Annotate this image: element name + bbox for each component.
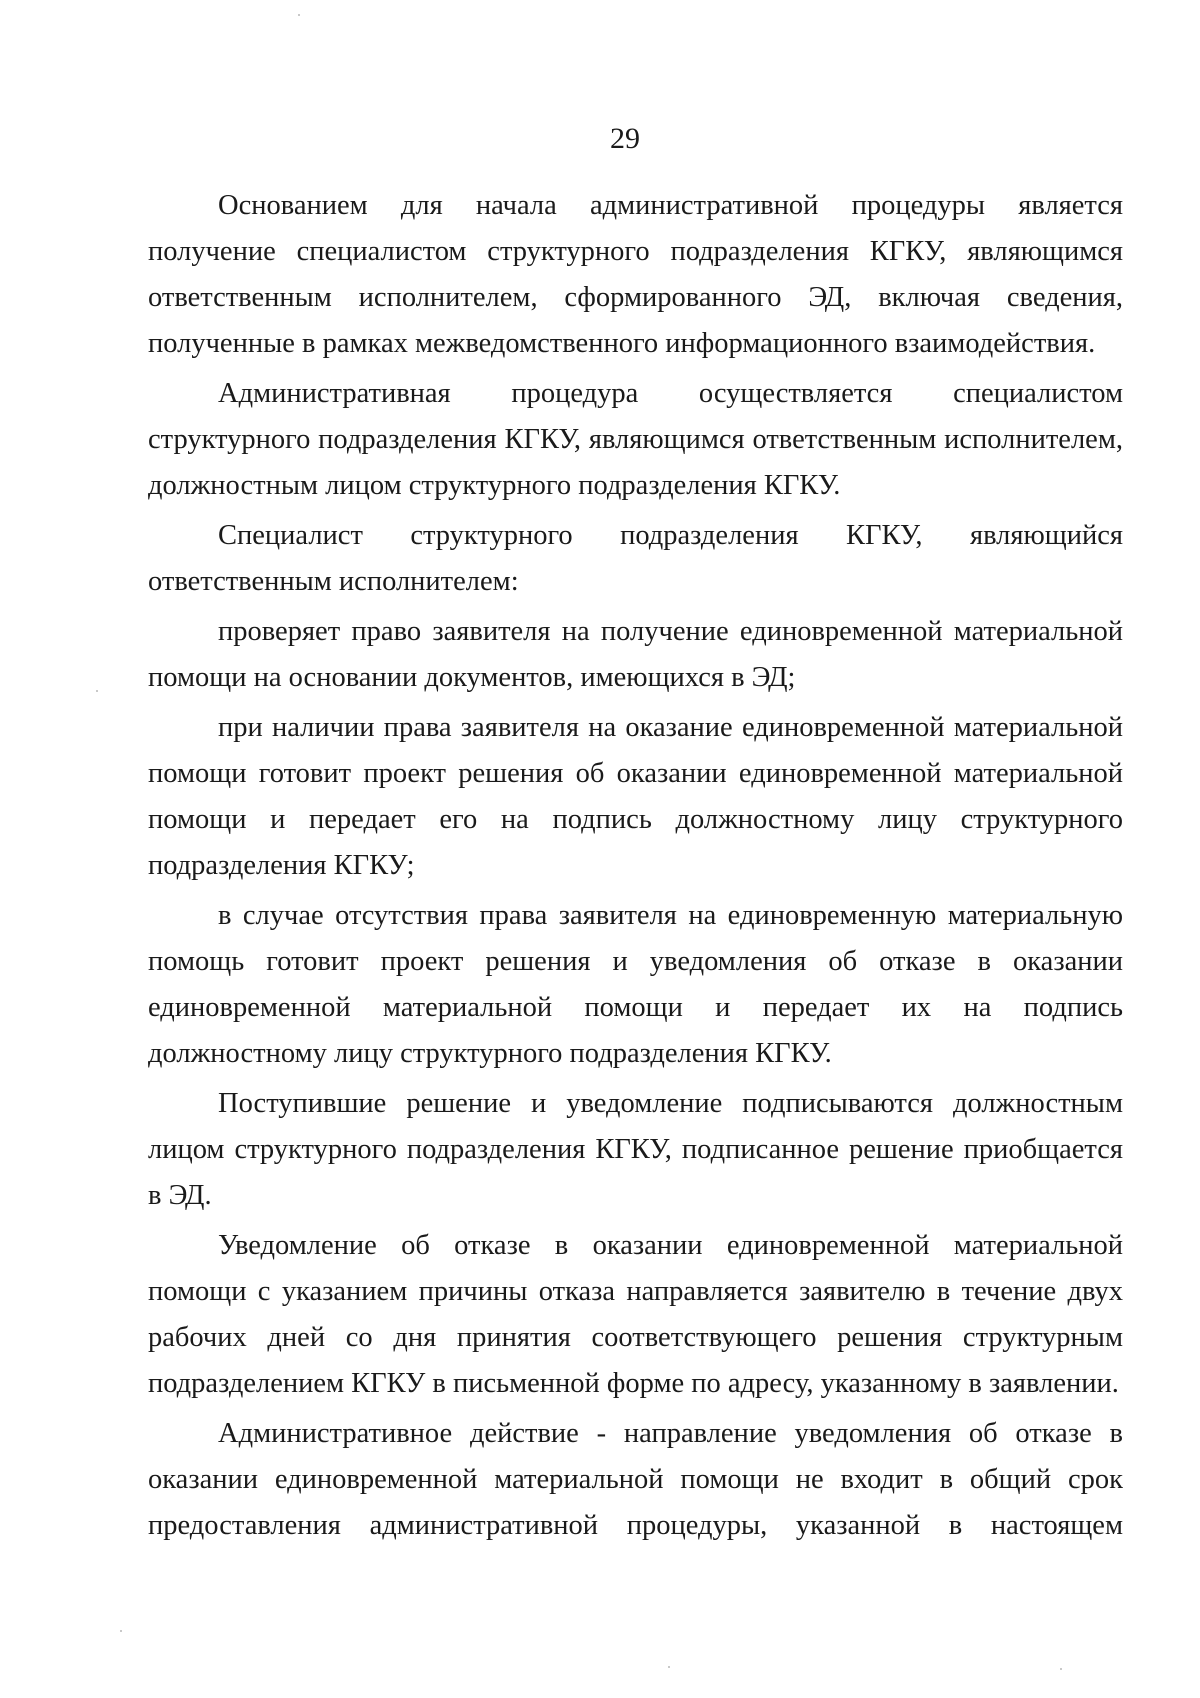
paragraph-check-right: проверяет право заявителя на получение единовременной материальной помощи на основании документов, имеющихся в ЭД; <box>148 616 1123 693</box>
paragraph-prepare-refusal: в случае отсутствия права заявителя на единовременную материальную помощь готовит проект решения и уведомления об отказе в оказании единовременной материальной помощи и передает их на подпись должностному лицу структурного подразделения КГКУ. <box>148 900 1123 1069</box>
page-number: 29 <box>610 122 640 155</box>
paragraph-procedure-performer: Административная процедура осуществляется специалистом структурного подразделения КГКУ, являющимся ответственным исполнителем, должностным лицом структурного подразделения КГКУ. <box>148 378 1123 501</box>
scan-speck <box>668 1666 670 1668</box>
paragraph-basis: Основанием для начала административной процедуры является получение специалистом структурного подразделения КГКУ, являющимся ответственным исполнителем, сформированного ЭД, включая сведения, полученные в рамках межведомственного информационного взаимодействия. <box>148 190 1123 359</box>
paragraph-specialist-duties-intro: Специалист структурного подразделения КГКУ, являющийся ответственным исполнителем: <box>148 520 1123 597</box>
scan-speck <box>298 14 300 16</box>
scan-speck <box>1060 1668 1062 1670</box>
paragraph-refusal-notification: Уведомление об отказе в оказании единовременной материальной помощи с указанием причины отказа направляется заявителю в течение двух рабочих дней со дня принятия соответствующего решения структурным подразделением КГКУ в письменной форме по адресу, указанному в заявлении. <box>148 1230 1123 1399</box>
scan-speck <box>120 1630 122 1632</box>
document-body <box>148 183 1123 1549</box>
paragraph-prepare-grant-decision: при наличии права заявителя на оказание единовременной материальной помощи готовит проект решения об оказании единовременной материальной помощи и передает его на подпись должностному лицу структурного подразделения КГКУ; <box>148 712 1123 881</box>
paragraph-signing: Поступившие решение и уведомление подписываются должностным лицом структурного подразделения КГКУ, подписанное решение приобщается в ЭД. <box>148 1088 1123 1211</box>
paragraph-administrative-action: Административное действие - направление уведомления об отказе в оказании единовременной материальной помощи не входит в общий срок предоставления административной процедуры, указанной в настоящем <box>148 1418 1123 1541</box>
scan-speck <box>96 690 98 692</box>
